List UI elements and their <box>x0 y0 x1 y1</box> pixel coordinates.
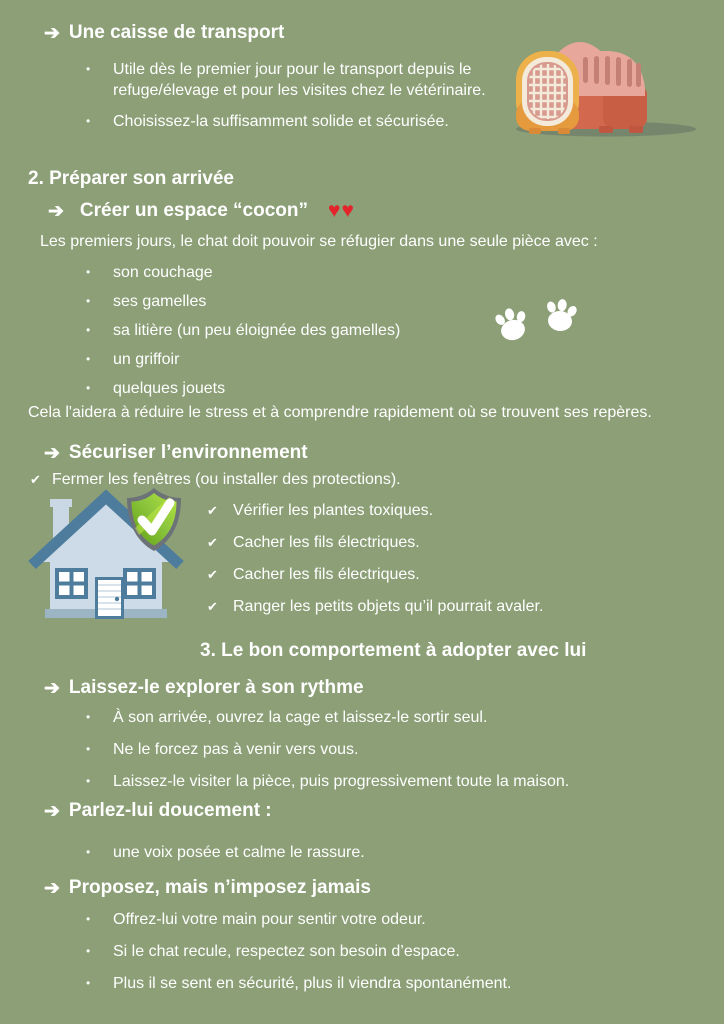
paw-prints-icon <box>488 294 588 352</box>
cocoon-heading <box>48 199 355 222</box>
list-item <box>86 59 518 101</box>
bullet-text: ses gamelles <box>113 293 207 310</box>
list-item <box>86 842 365 863</box>
list-item <box>86 262 400 283</box>
secure-heading <box>44 442 308 464</box>
prepare-section-heading: 2. Préparer son arrivée <box>28 168 234 189</box>
check-icon: ✔ <box>207 599 218 614</box>
check-text: Vérifier les plantes toxiques. <box>233 502 434 519</box>
bullet-text: un griffoir <box>113 351 180 368</box>
list-item <box>86 349 400 370</box>
bullet-text: Laissez-le visiter la pièce, puis progressivement toute la maison. <box>113 773 570 790</box>
list-item <box>86 909 511 930</box>
bullet-icon: • <box>86 323 91 337</box>
check-text: Cacher les fils électriques. <box>233 534 420 551</box>
check-icon: ✔ <box>30 472 41 487</box>
propose-title: Proposez, mais n’imposez jamais <box>68 877 371 898</box>
bullet-icon: • <box>86 944 91 958</box>
house-illustration <box>26 486 186 621</box>
bullet-text: Offrez-lui votre main pour sentir votre odeur. <box>113 911 426 928</box>
arrow-icon: ➔ <box>44 801 60 822</box>
propose-bullet-list <box>86 909 511 994</box>
speak-heading <box>44 800 272 822</box>
bullet-icon: • <box>86 742 91 756</box>
check-text: Fermer les fenêtres (ou installer des protections). <box>52 471 401 488</box>
list-item <box>86 291 400 312</box>
arrow-icon: ➔ <box>44 23 60 44</box>
check-icon: ✔ <box>207 535 218 550</box>
propose-heading <box>44 877 371 899</box>
check-item <box>207 500 543 521</box>
bullet-icon: • <box>86 114 91 128</box>
list-item <box>86 378 400 399</box>
bullet-text: Ne le forcez pas à venir vers vous. <box>113 741 359 758</box>
list-item <box>86 739 569 760</box>
cocoon-title: Créer un espace “cocon” <box>79 200 309 221</box>
bullet-text: À son arrivée, ouvrez la cage et laissez-le sortir seul. <box>113 709 488 726</box>
check-text: Ranger les petits objets qu’il pourrait avaler. <box>233 598 544 615</box>
bullet-text: une voix posée et calme le rassure. <box>113 844 365 861</box>
bullet-text: Si le chat recule, respectez son besoin d’espace. <box>113 943 460 960</box>
behavior-section-heading: 3. Le bon comportement à adopter avec lui <box>200 640 587 661</box>
bullet-icon: • <box>86 774 91 788</box>
bullet-text: sa litière (un peu éloignée des gamelles) <box>113 322 401 339</box>
list-item <box>86 320 400 341</box>
hearts-icon: ♥♥ <box>328 199 355 222</box>
bullet-icon: • <box>86 62 91 76</box>
arrow-icon: ➔ <box>44 678 60 699</box>
list-item <box>86 941 511 962</box>
bullet-text: quelques jouets <box>113 380 226 397</box>
bullet-icon: • <box>86 265 91 279</box>
bullet-text: Utile dès le premier jour pour le transport depuis le refuge/élevage et pour les visites chez le vétérinaire. <box>113 61 486 99</box>
bullet-icon: • <box>86 381 91 395</box>
carrier-section-heading <box>44 22 284 44</box>
carrier-bullet-list <box>86 59 518 132</box>
explore-title: Laissez-le explorer à son rythme <box>68 677 364 698</box>
check-item <box>207 564 543 585</box>
carrier-section-title: Une caisse de transport <box>68 22 285 43</box>
bullet-icon: • <box>86 710 91 724</box>
arrow-icon: ➔ <box>48 201 64 222</box>
pet-carrier-illustration <box>503 40 698 140</box>
list-item <box>86 973 511 994</box>
check-icon: ✔ <box>207 503 218 518</box>
secure-check-list <box>207 500 543 628</box>
list-item <box>86 771 569 792</box>
check-item <box>207 532 543 553</box>
cocoon-outro: Cela l'aidera à réduire le stress et à comprendre rapidement où se trouvent ses repères. <box>28 404 652 421</box>
bullet-icon: • <box>86 294 91 308</box>
cocoon-intro: Les premiers jours, le chat doit pouvoir se réfugier dans une seule pièce avec : <box>40 233 598 250</box>
check-text: Cacher les fils électriques. <box>233 566 420 583</box>
bullet-text: son couchage <box>113 264 213 281</box>
list-item <box>86 111 518 132</box>
explore-bullet-list <box>86 707 569 792</box>
bullet-icon: • <box>86 976 91 990</box>
bullet-icon: • <box>86 845 91 859</box>
secure-title: Sécuriser l’environnement <box>68 442 308 463</box>
arrow-icon: ➔ <box>44 443 60 464</box>
bullet-icon: • <box>86 912 91 926</box>
explore-heading <box>44 677 364 699</box>
list-item <box>86 707 569 728</box>
bullet-icon: • <box>86 352 91 366</box>
speak-bullet-list <box>86 842 365 863</box>
arrow-icon: ➔ <box>44 878 60 899</box>
bullet-text: Choisissez-la suffisamment solide et sécurisée. <box>113 113 449 130</box>
check-item <box>207 596 543 617</box>
bullet-text: Plus il se sent en sécurité, plus il viendra spontanément. <box>113 975 512 992</box>
cocoon-item-list <box>86 262 400 399</box>
check-icon: ✔ <box>207 567 218 582</box>
speak-title: Parlez-lui doucement : <box>68 800 272 821</box>
